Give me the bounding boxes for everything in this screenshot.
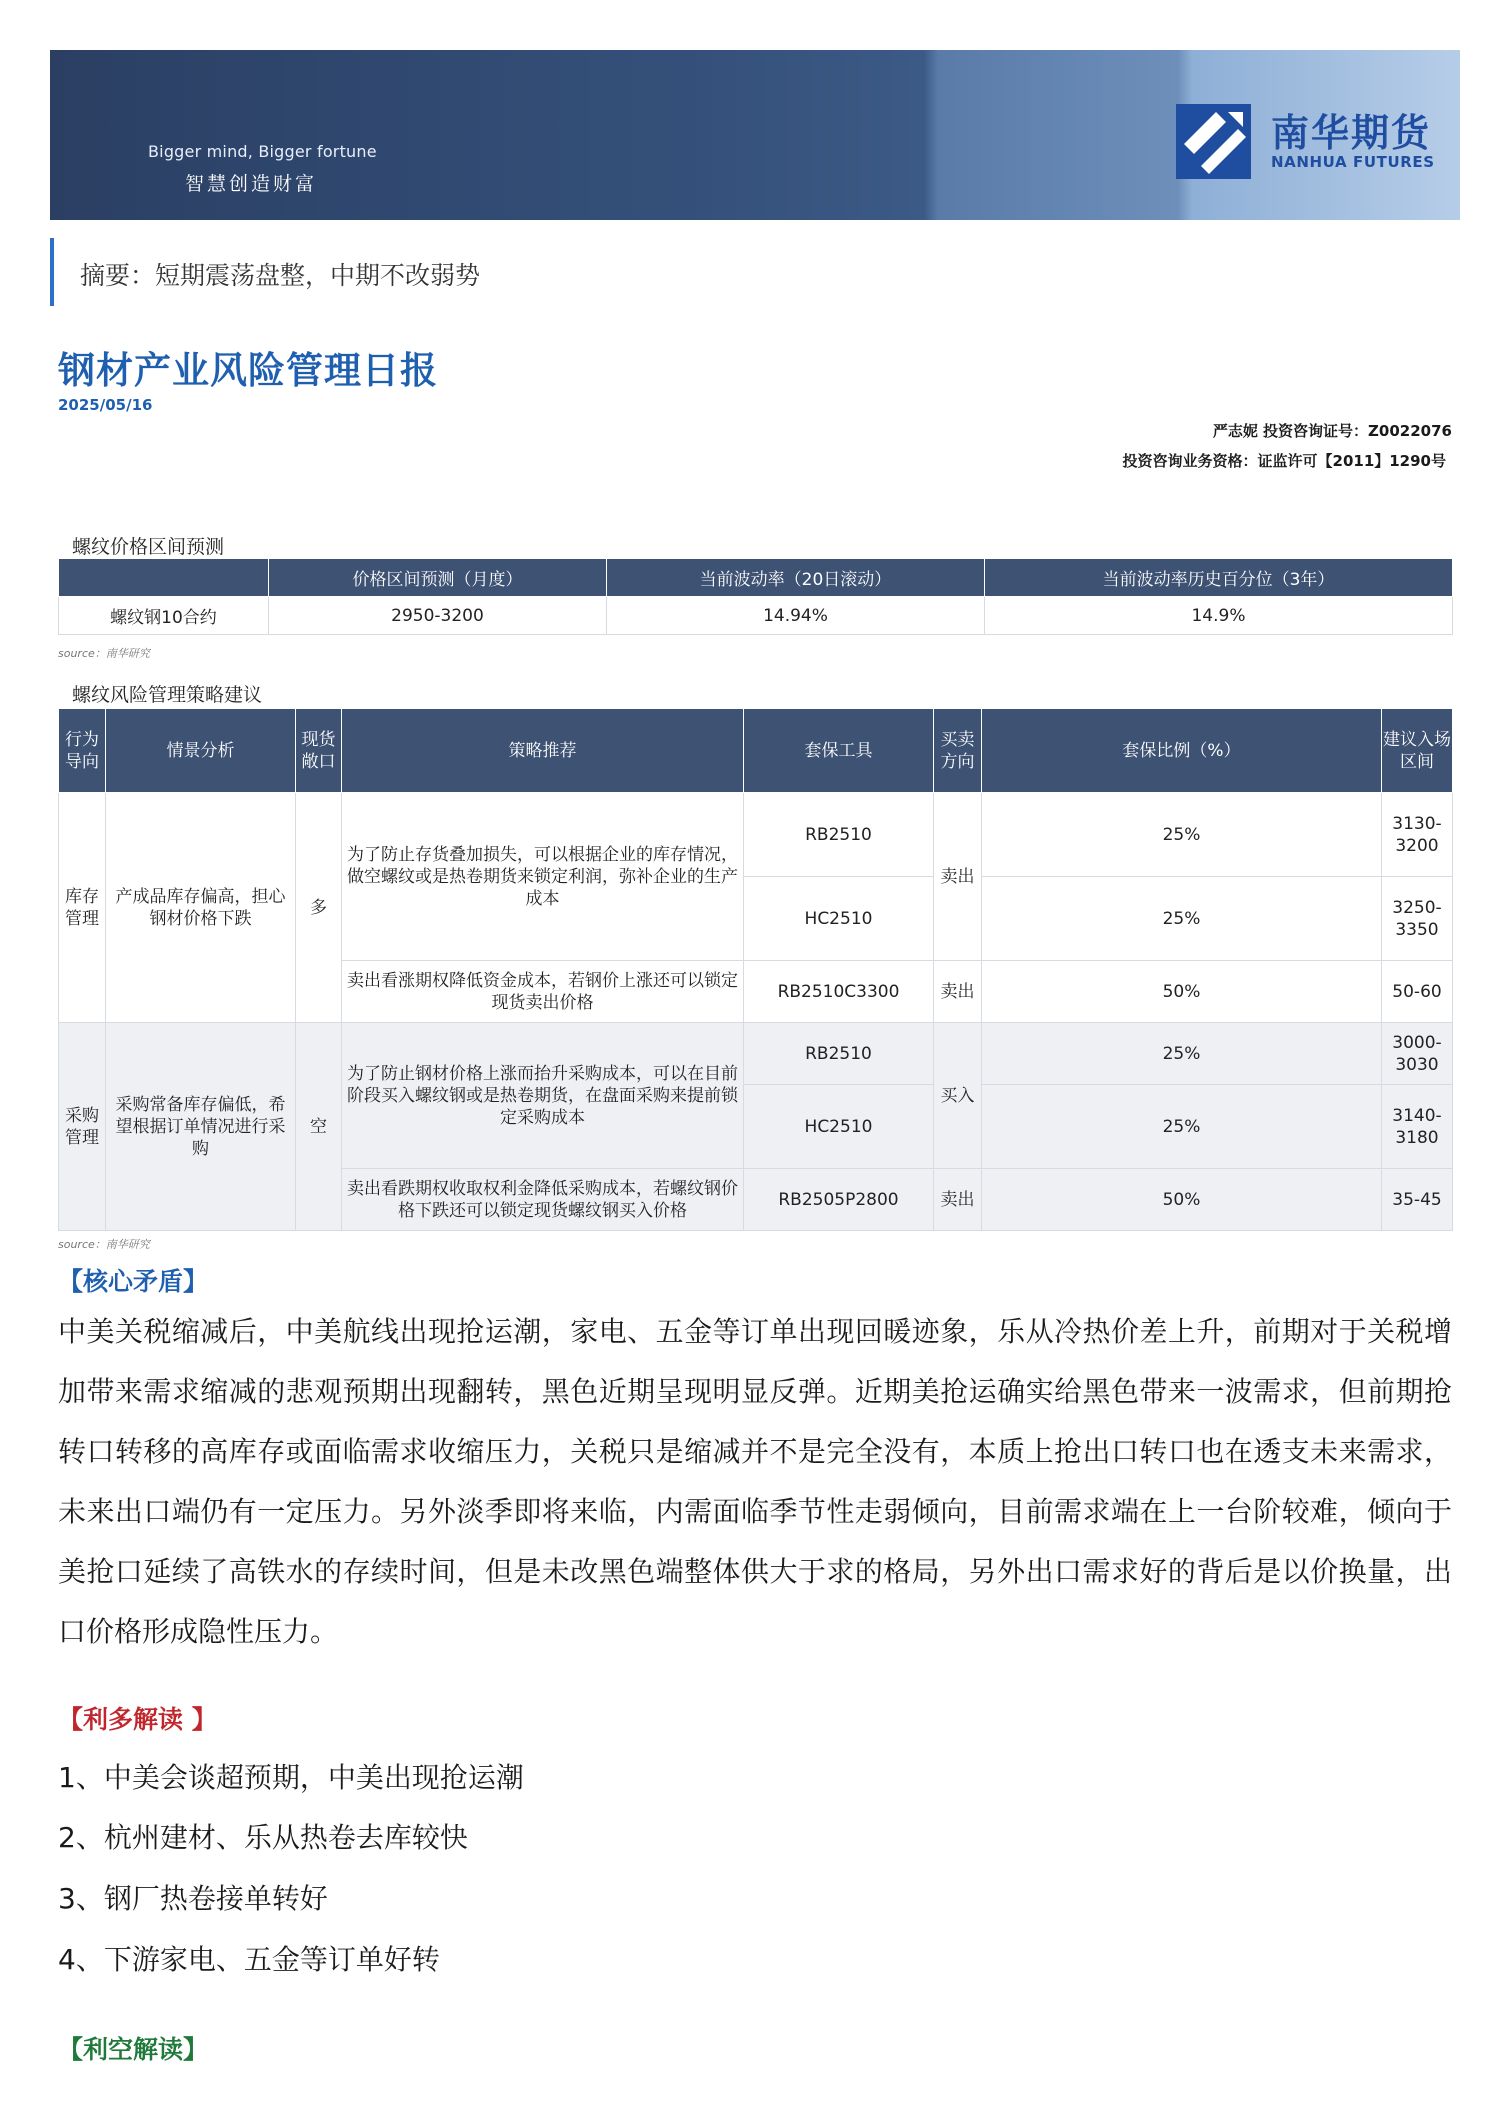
range-cell: 3140-3180 xyxy=(1382,1085,1453,1169)
range-cell: 50-60 xyxy=(1382,961,1453,1023)
volatility-cell: 14.94% xyxy=(607,597,985,635)
range-cell: 3130-3200 xyxy=(1382,793,1453,877)
exposure-cell: 空 xyxy=(296,1023,342,1231)
tool-cell: HC2510 xyxy=(744,1085,934,1169)
strategy-cell: 为了防止钢材价格上涨而抬升采购成本，可以在目前阶段买入螺纹钢或是热卷期货，在盘面采购来提前锁定采购成本 xyxy=(342,1023,744,1169)
list-item: 2、杭州建材、乐从热卷去库较快 xyxy=(58,1821,468,1854)
volatility-percentile-cell: 14.9% xyxy=(985,597,1453,635)
header-cell: 当前波动率历史百分位（3年） xyxy=(985,559,1453,597)
strategy-cell: 卖出看涨期权降低资金成本，若钢价上涨还可以锁定现货卖出价格 xyxy=(342,961,744,1023)
tool-cell: HC2510 xyxy=(744,877,934,961)
ratio-cell: 25% xyxy=(982,1085,1382,1169)
contract-cell: 螺纹钢10合约 xyxy=(59,597,269,635)
header-cell: 当前波动率（20日滚动） xyxy=(607,559,985,597)
behavior-cell: 库存管理 xyxy=(59,793,106,1023)
logo-chinese-name: 南华期货 xyxy=(1271,111,1432,155)
core-conflict-heading: 【核心矛盾】 xyxy=(58,1267,209,1296)
strategy-cell: 为了防止存货叠加损失，可以根据企业的库存情况，做空螺纹或是热卷期货来锁定利润，弥补企业的生产成本 xyxy=(342,793,744,961)
list-item: 3、钢厂热卷接单转好 xyxy=(58,1882,328,1915)
slogan-chinese: 智慧创造财富 xyxy=(185,173,318,195)
list-item: 4、下游家电、五金等订单好转 xyxy=(58,1943,440,1976)
strategy-table-label: 螺纹风险管理策略建议 xyxy=(72,684,263,706)
summary-callout: 摘要：短期震荡盘整，中期不改弱势 xyxy=(50,238,480,306)
ratio-cell: 50% xyxy=(982,1169,1382,1231)
scenario-cell: 产成品库存偏高，担心钢材价格下跌 xyxy=(106,793,296,1023)
tool-cell: RB2510 xyxy=(744,793,934,877)
direction-cell: 卖出 xyxy=(934,793,982,961)
behavior-cell: 采购管理 xyxy=(59,1023,106,1231)
range-cell: 35-45 xyxy=(1382,1169,1453,1231)
range-cell: 3000-3030 xyxy=(1382,1023,1453,1085)
header-cell: 行为导向 xyxy=(59,709,106,793)
header-cell xyxy=(59,559,269,597)
report-title: 钢材产业风险管理日报 xyxy=(58,349,438,392)
ratio-cell: 50% xyxy=(982,961,1382,1023)
price-table-label: 螺纹价格区间预测 xyxy=(72,536,225,558)
source-note: source：南华研究 xyxy=(58,647,150,660)
header-cell: 套保工具 xyxy=(744,709,934,793)
strategy-cell: 卖出看跌期权收取权利金降低采购成本，若螺纹钢价格下跌还可以锁定现货螺纹钢买入价格 xyxy=(342,1169,744,1231)
header-cell: 情景分析 xyxy=(106,709,296,793)
price-forecast-table xyxy=(58,558,1453,635)
core-conflict-paragraph: 中美关税缩减后，中美航线出现抢运潮，家电、五金等订单出现回暖迹象，乐从冷热价差上升，前期对于关税增加带来需求缩减的悲观预期出现翻转，黑色近期呈现明显反弹。近期美抢运确实给黑色带来一波需求，但前期抢转口转移的高库存或面临需求收缩压力，关税只是缩减并不是完全没有，本质上抢出口转口也在透支未来需求，未来出口端仍有一定压力。另外淡季即将来临，内需面临季节性走弱倾向，目前需求端在上一台阶较难，倾向于美抢口延续了高铁水的存续时间，但是未改黑色端整体供大于求的格局，另外出口需求好的背后是以价换量，出口价格形成隐性压力。 xyxy=(58,1315,1452,1648)
table-row xyxy=(59,793,1453,877)
range-cell: 3250-3350 xyxy=(1382,877,1453,961)
ratio-cell: 25% xyxy=(982,1023,1382,1085)
direction-cell: 买入 xyxy=(934,1023,982,1169)
ratio-cell: 25% xyxy=(982,793,1382,877)
logo-english-name: NANHUA FUTURES xyxy=(1271,153,1435,171)
header-cell: 价格区间预测（月度） xyxy=(269,559,607,597)
license-info: 投资咨询业务资格：证监许可【2011】1290号 xyxy=(1122,452,1446,470)
tool-cell: RB2510 xyxy=(744,1023,934,1085)
bullish-heading: 【利多解读 】 xyxy=(58,1705,217,1734)
header-cell: 现货敞口 xyxy=(296,709,342,793)
scenario-cell: 采购常备库存偏低，希望根据订单情况进行采购 xyxy=(106,1023,296,1231)
report-date: 2025/05/16 xyxy=(58,396,153,414)
table-row xyxy=(59,1023,1453,1085)
direction-cell: 卖出 xyxy=(934,1169,982,1231)
ratio-cell: 25% xyxy=(982,877,1382,961)
header-cell: 套保比例（%） xyxy=(982,709,1382,793)
table-row xyxy=(59,597,1453,635)
header-cell: 买卖方向 xyxy=(934,709,982,793)
price-range-cell: 2950-3200 xyxy=(269,597,607,635)
analyst-credential: 严志妮 投资咨询证号：Z0022076 xyxy=(1212,422,1452,440)
slogan-english: Bigger mind, Bigger fortune xyxy=(148,142,377,161)
company-logo xyxy=(1176,98,1446,188)
strategy-table xyxy=(58,708,1453,1231)
direction-cell: 卖出 xyxy=(934,961,982,1023)
exposure-cell: 多 xyxy=(296,793,342,1023)
nanhua-logo-icon xyxy=(1176,104,1251,179)
header-cell: 策略推荐 xyxy=(342,709,744,793)
bearish-heading: 【利空解读】 xyxy=(58,2035,209,2064)
table-header-row xyxy=(59,559,1453,597)
tool-cell: RB2510C3300 xyxy=(744,961,934,1023)
list-item: 1、中美会谈超预期，中美出现抢运潮 xyxy=(58,1761,524,1794)
tool-cell: RB2505P2800 xyxy=(744,1169,934,1231)
table-header-row xyxy=(59,709,1453,793)
source-note: source：南华研究 xyxy=(58,1238,150,1251)
header-cell: 建议入场区间 xyxy=(1382,709,1453,793)
header-banner xyxy=(50,50,1460,220)
